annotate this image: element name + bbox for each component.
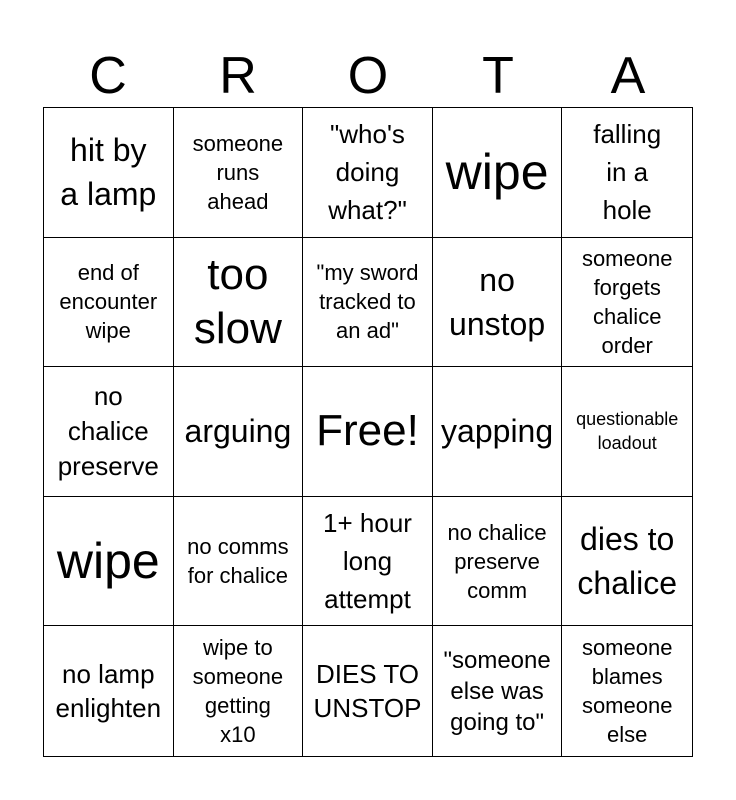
cell-text: end of encounter wipe — [59, 260, 158, 344]
cell-text: yapping — [441, 413, 554, 450]
bingo-cell-r1c3[interactable] — [303, 108, 433, 238]
cell-text: someone blames someone else — [581, 635, 673, 748]
bingo-cell-r1c1[interactable] — [44, 108, 174, 238]
cell-text: dies to chalice — [577, 521, 677, 602]
cell-text: "my sword tracked to an ad" — [316, 260, 419, 344]
header-letter-t: T — [482, 47, 514, 105]
bingo-cell-r1c4[interactable] — [433, 108, 563, 238]
bingo-cell-r2c5[interactable] — [562, 238, 692, 368]
bingo-cell-r4c2[interactable] — [174, 497, 304, 627]
cell-text: hit by a lamp — [60, 132, 157, 213]
cell-text: 1+ hour long attempt — [323, 508, 412, 615]
header-letter-r: R — [219, 47, 257, 105]
cell-text: no comms for chalice — [187, 534, 289, 589]
cell-text: someone forgets chalice order — [581, 245, 673, 358]
bingo-cell-r1c2[interactable] — [174, 108, 304, 238]
cell-text: falling in a hole — [593, 119, 662, 226]
bingo-cell-r5c1[interactable] — [44, 626, 174, 756]
bingo-cell-r3c4[interactable] — [433, 367, 563, 497]
cell-text: no chalice preserve comm — [447, 519, 547, 603]
bingo-cell-r5c5[interactable] — [562, 626, 692, 756]
bingo-cell-r3c2[interactable] — [174, 367, 304, 497]
cell-text: wipe — [445, 144, 549, 201]
bingo-cell-r4c3[interactable] — [303, 497, 433, 627]
cell-text: no chalice preserve — [57, 380, 159, 481]
cell-text: "someone else was going to" — [443, 646, 551, 736]
bingo-cell-r5c3[interactable] — [303, 626, 433, 756]
cell-text: no unstop — [449, 261, 546, 342]
bingo-cell-r3c3[interactable] — [303, 367, 433, 497]
bingo-cell-r1c5[interactable] — [562, 108, 692, 238]
header-letter-o: O — [347, 47, 389, 105]
bingo-header — [43, 46, 693, 106]
bingo-cell-r5c2[interactable] — [174, 626, 304, 756]
bingo-cell-r2c4[interactable] — [433, 238, 563, 368]
bingo-cell-r2c3[interactable] — [303, 238, 433, 368]
cell-text: someone runs ahead — [192, 130, 284, 214]
cell-text: wipe to someone getting x10 — [192, 635, 284, 748]
cell-text: no lamp enlighten — [55, 659, 162, 724]
cell-text: arguing — [184, 413, 292, 450]
cell-text: "who's doing what?" — [328, 119, 407, 226]
bingo-cell-r4c4[interactable] — [433, 497, 563, 627]
cell-text: questionable loadout — [576, 409, 679, 454]
cell-text: too slow — [193, 249, 282, 353]
cell-text: wipe — [56, 533, 160, 590]
bingo-cell-r5c4[interactable] — [433, 626, 563, 756]
bingo-cell-r3c1[interactable] — [44, 367, 174, 497]
header-letter-a: A — [610, 47, 646, 105]
bingo-board — [43, 107, 693, 757]
bingo-cell-r3c5[interactable] — [562, 367, 692, 497]
header-letter-c: C — [89, 47, 127, 105]
bingo-cell-r2c2[interactable] — [174, 238, 304, 368]
cell-text: Free! — [316, 406, 419, 456]
cell-text: DIES TO UNSTOP — [313, 659, 422, 724]
bingo-cell-r2c1[interactable] — [44, 238, 174, 368]
bingo-cell-r4c1[interactable] — [44, 497, 174, 627]
bingo-cell-r4c5[interactable] — [562, 497, 692, 627]
